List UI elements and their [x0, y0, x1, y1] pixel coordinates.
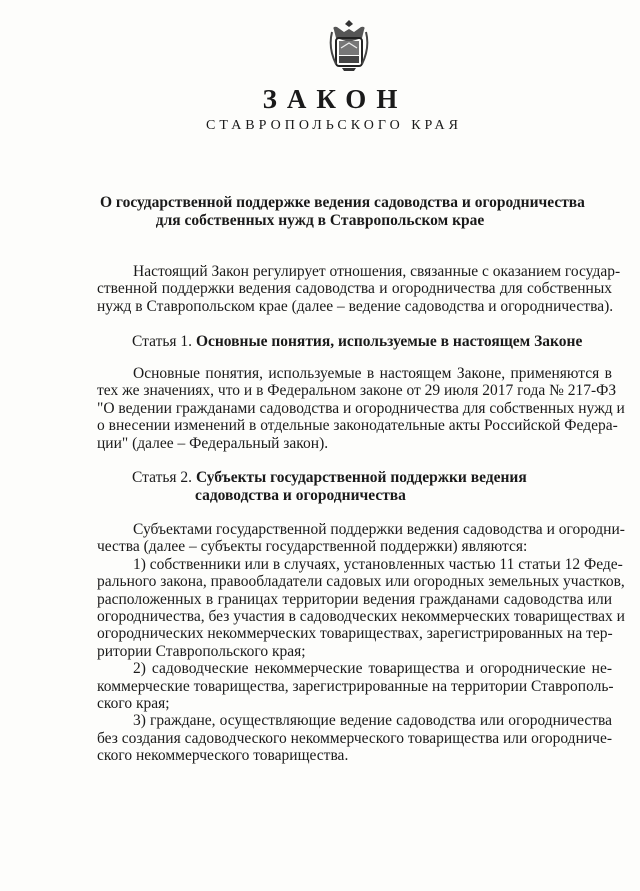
- article-title-continuation: садоводства и огородничества: [195, 487, 406, 504]
- article-1-heading: [132, 333, 582, 351]
- law-title: ЗАКОН: [262, 84, 408, 114]
- text-line: Основные понятия, используемые в настоящем Законе, применяются в: [133, 365, 612, 382]
- text-line: Субъектами государственной поддержки ведения садоводства и огородни-: [133, 521, 625, 538]
- text-line: нужд в Ставропольском крае (далее – ведение садоводства и огородничества).: [97, 297, 614, 315]
- article-1-text: [97, 365, 625, 452]
- coat-of-arms-icon: [328, 18, 370, 72]
- text-line: ции" (далее – Федеральный закон).: [97, 434, 329, 452]
- preamble: [97, 263, 621, 315]
- article-2-text: [97, 521, 625, 765]
- text-line: рального закона, правообладатели садовых или огородных земельных участков,: [97, 573, 625, 591]
- text-line: коммерческие товарищества, зарегистрированные на территории Ставрополь-: [97, 677, 614, 695]
- text-line: 3) граждане, осуществляющие ведение садоводства или огородничества: [133, 712, 612, 730]
- text-line: ственной поддержки ведения садоводства и огородничества для собственных: [97, 280, 612, 298]
- text-line: 1) собственники или в случаях, установленных частью 11 статьи 12 Феде-: [133, 555, 623, 573]
- text-line: ского края;: [97, 694, 170, 712]
- text-line: "О ведении гражданами садоводства и огородничества для собственных нужд и: [97, 399, 625, 417]
- text-line: расположенных в границах территории ведения гражданами садоводства или: [97, 590, 612, 608]
- text-line: 2) садоводческие некоммерческие товарищества и огороднические не-: [133, 660, 612, 678]
- text-line: ритории Ставропольского края;: [97, 642, 306, 660]
- region-subtitle: СТАВРОПОЛЬСКОГО КРАЯ: [206, 118, 462, 133]
- article-number: Статья 2.: [132, 469, 193, 486]
- document-title-line: О государственной поддержке ведения садоводства и огородничества: [100, 194, 585, 211]
- text-line: о внесении изменений в отдельные законодательные акты Российской Федера-: [97, 417, 618, 435]
- text-line: тех же значениях, что и в Федеральном законе от 29 июля 2017 года № 217-ФЗ: [97, 382, 617, 400]
- document-title: [100, 194, 585, 230]
- article-number: Статья 1.: [132, 333, 193, 350]
- article-title: Субъекты государственной поддержки ведения: [195, 469, 527, 486]
- text-line: чества (далее – субъекты государственной поддержки) являются:: [97, 538, 528, 556]
- text-line: ского некоммерческого товарищества.: [97, 747, 349, 765]
- document-title-line: для собственных нужд в Ставропольском крае: [155, 212, 485, 229]
- text-line: Настоящий Закон регулирует отношения, связанные с оказанием государ-: [133, 263, 621, 280]
- text-line: огороднических некоммерческих товариществах, зарегистрированных на тер-: [97, 625, 613, 643]
- text-line: огородничества, без участия в садоводческих некоммерческих товариществах и: [97, 607, 625, 625]
- article-2-heading: [132, 469, 527, 505]
- text-line: без создания садоводческого некоммерческого товарищества или огородниче-: [97, 729, 612, 747]
- article-title: Основные понятия, используемые в настоящем Законе: [195, 333, 583, 350]
